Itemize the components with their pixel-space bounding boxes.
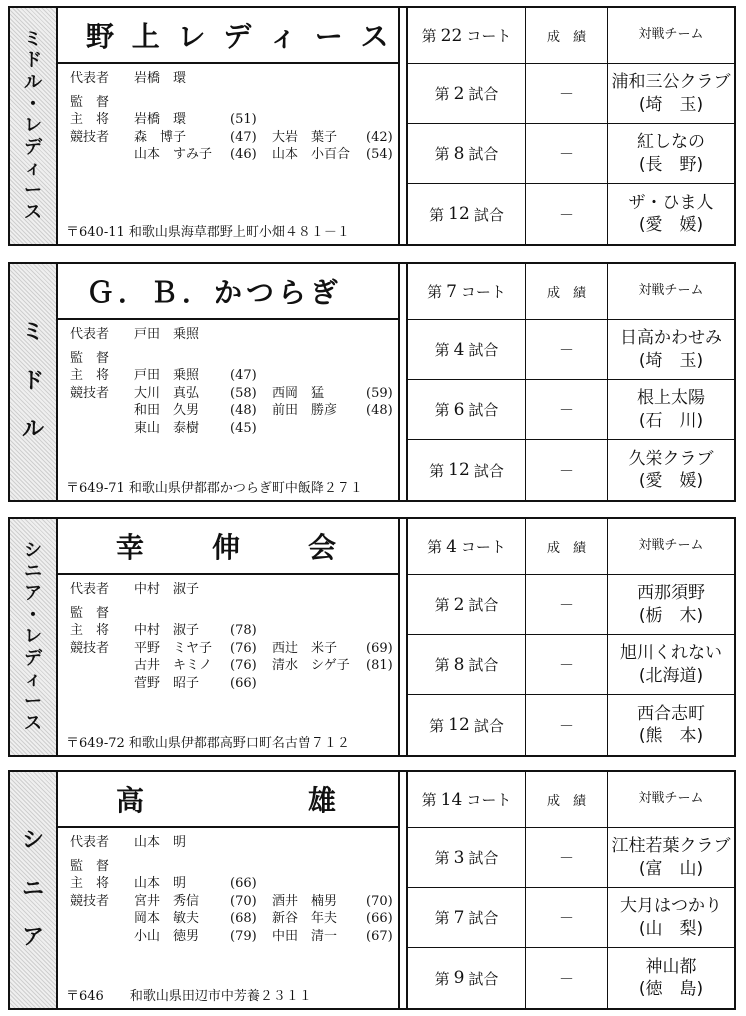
game-suffix: 試合 <box>468 969 499 988</box>
player-age: (66) <box>230 675 257 691</box>
player-age: (66) <box>366 911 393 926</box>
divider <box>398 8 408 244</box>
player-name: 清水 シゲ子 <box>272 658 350 673</box>
representative-row <box>70 581 392 599</box>
court-suffix: コート <box>466 791 512 809</box>
game-value: 6 <box>453 399 465 420</box>
game-result: － <box>526 575 608 634</box>
opponent-prefecture: (愛 媛) <box>638 471 704 491</box>
game-number <box>408 948 526 1008</box>
game-prefix: 第 <box>429 205 445 224</box>
captain-label: 主 将 <box>70 368 110 383</box>
game-number <box>408 64 526 123</box>
game-number <box>408 635 526 694</box>
game-row <box>408 124 734 184</box>
schedule-table <box>408 519 734 755</box>
captain-age: (78) <box>230 623 257 638</box>
game-suffix: 試合 <box>473 716 504 735</box>
player-age: (54) <box>366 147 393 162</box>
player-name: 酒井 楠男 <box>272 893 338 909</box>
game-prefix: 第 <box>434 656 450 674</box>
category-char: シ <box>24 539 42 561</box>
captain-age: (47) <box>230 368 257 383</box>
rep-label: 代表者 <box>70 327 110 342</box>
player-age: (70) <box>230 893 257 909</box>
game-prefix: 第 <box>434 145 450 163</box>
opponent-team <box>608 320 734 379</box>
category-char: ー <box>24 690 42 712</box>
player-name: 大川 真弘 <box>134 385 200 401</box>
captain-row <box>70 111 392 129</box>
captain-name: 戸田 乗照 <box>134 368 200 383</box>
player-row <box>70 657 392 675</box>
game-row <box>408 320 734 380</box>
roster <box>70 326 392 437</box>
game-number <box>408 575 526 634</box>
team-name: 高 雄 <box>56 772 398 828</box>
game-value: 8 <box>453 654 465 675</box>
captain-name: 岩橋 環 <box>134 112 187 127</box>
team-block <box>8 517 736 757</box>
game-suffix: 試合 <box>468 656 499 674</box>
game-result: － <box>526 888 608 947</box>
player-name: 平野 ミヤ子 <box>134 640 213 656</box>
address: 〒646 和歌山県田辺市中芳養２３１１ <box>66 989 312 1004</box>
game-row <box>408 695 734 755</box>
game-suffix: 試合 <box>468 401 499 419</box>
game-prefix: 第 <box>434 849 450 867</box>
category-label <box>10 772 58 1008</box>
category-char: ス <box>24 712 42 734</box>
player-row <box>70 420 392 438</box>
roster <box>70 70 392 164</box>
result-header: 成 績 <box>526 264 608 319</box>
category-char: ミ <box>24 28 42 50</box>
game-number <box>408 440 526 500</box>
captain-row <box>70 875 392 893</box>
category-char: ル <box>24 72 42 94</box>
player-age: (47) <box>230 129 257 145</box>
player-age: (46) <box>230 147 257 162</box>
game-prefix: 第 <box>434 909 450 927</box>
coach-row <box>70 350 392 368</box>
opponent-name: 浦和三公クラブ <box>611 72 731 93</box>
player-age: (69) <box>366 640 393 656</box>
address: 〒649-72 和歌山県伊都郡高野口町名古曽７１２ <box>66 736 350 751</box>
schedule-header <box>408 772 734 828</box>
category-char: ニ <box>21 876 44 902</box>
opponent-name: 大月はつかり <box>620 896 722 917</box>
opponent-team <box>608 695 734 755</box>
roster <box>70 834 392 945</box>
game-suffix: 試合 <box>468 849 499 867</box>
opponent-name: 紅しなの <box>637 132 705 153</box>
game-result: － <box>526 695 608 755</box>
category-char: ア <box>24 583 42 605</box>
court-number <box>408 772 526 827</box>
result-header: 成 績 <box>526 772 608 827</box>
coach-label: 監 督 <box>70 350 110 366</box>
captain-row <box>70 367 392 385</box>
game-value: 2 <box>453 83 465 104</box>
game-suffix: 試合 <box>473 205 504 224</box>
game-prefix: 第 <box>434 596 450 614</box>
coach-row <box>70 858 392 876</box>
coach-label: 監 督 <box>70 858 110 874</box>
rep-label: 代表者 <box>70 582 110 597</box>
player-row <box>70 402 392 420</box>
captain-age: (51) <box>230 112 257 127</box>
category-char: ・ <box>24 604 42 626</box>
player-name: 東山 泰樹 <box>134 420 200 436</box>
schedule-header <box>408 8 734 64</box>
court-value: 7 <box>446 281 457 302</box>
result-header: 成 績 <box>526 519 608 574</box>
category-char: レ <box>24 626 42 648</box>
player-row <box>70 385 392 403</box>
opponent-prefecture: (長 野) <box>638 154 704 175</box>
game-number <box>408 320 526 379</box>
game-value: 12 <box>448 715 470 735</box>
opponent-team <box>608 635 734 694</box>
game-result: － <box>526 828 608 887</box>
rep-name: 戸田 乗照 <box>134 327 200 342</box>
game-result: － <box>526 184 608 244</box>
opponent-team <box>608 380 734 439</box>
rep-label: 代表者 <box>70 835 110 850</box>
opponent-prefecture: (埼 玉) <box>638 94 704 115</box>
game-value: 2 <box>453 594 465 615</box>
player-age: (58) <box>230 385 257 401</box>
player-age: (48) <box>230 403 257 418</box>
schedule-header <box>408 264 734 320</box>
address: 〒649-71 和歌山県伊都郡かつらぎ町中飯降２７１ <box>66 481 363 496</box>
player-age: (68) <box>230 911 257 926</box>
team-name: Ｇ．Ｂ．かつらぎ <box>56 264 398 320</box>
category-label <box>10 8 58 244</box>
player-age: (76) <box>230 658 257 673</box>
opponent-team <box>608 64 734 123</box>
category-char: デ <box>24 136 42 158</box>
schedule-table <box>408 8 734 244</box>
player-name: 岡本 敏夫 <box>134 911 200 926</box>
players-label: 競技者 <box>70 129 110 145</box>
game-row <box>408 184 734 244</box>
category-char: シ <box>21 828 44 854</box>
representative-row <box>70 834 392 852</box>
opponent-prefecture: (北海道) <box>638 665 704 686</box>
roster <box>70 581 392 692</box>
game-result: － <box>526 948 608 1008</box>
game-value: 4 <box>453 339 465 360</box>
court-number <box>408 264 526 319</box>
game-row <box>408 64 734 124</box>
player-name: 大岩 葉子 <box>272 129 338 145</box>
opponent-prefecture: (石 川) <box>638 410 704 431</box>
opponent-team <box>608 888 734 947</box>
players-label: 競技者 <box>70 385 110 401</box>
category-char: ー <box>24 179 42 201</box>
category-char: ミ <box>21 320 44 346</box>
player-name: 菅野 昭子 <box>134 675 200 691</box>
player-age: (42) <box>366 129 393 145</box>
category-label <box>10 519 58 755</box>
team-block <box>8 6 736 246</box>
coach-label: 監 督 <box>70 94 110 110</box>
game-number <box>408 695 526 755</box>
opponent-prefecture: (栃 木) <box>638 605 704 626</box>
divider <box>398 772 408 1008</box>
coach-row <box>70 605 392 623</box>
opponent-prefecture: (埼 玉) <box>638 350 704 371</box>
court-value: 4 <box>446 536 457 557</box>
category-char: ア <box>21 925 44 951</box>
player-age: (45) <box>230 420 257 436</box>
game-value: 12 <box>448 460 470 480</box>
player-age: (59) <box>366 385 393 401</box>
game-prefix: 第 <box>434 341 450 359</box>
game-row <box>408 888 734 948</box>
opponent-team <box>608 184 734 244</box>
player-age: (70) <box>366 893 393 909</box>
court-prefix: 第 <box>421 27 437 45</box>
court-value: 14 <box>440 789 463 810</box>
opponent-header: 対戦チーム <box>638 27 704 43</box>
category-label <box>10 264 58 500</box>
game-prefix: 第 <box>434 85 450 103</box>
game-row <box>408 635 734 695</box>
court-suffix: コート <box>460 538 506 556</box>
player-name: 中田 清一 <box>272 928 338 944</box>
player-row <box>70 640 392 658</box>
team-name: 野 上 レ デ ィ ー ス <box>56 8 398 64</box>
rep-label: 代表者 <box>70 71 110 86</box>
player-age: (67) <box>366 928 393 944</box>
opponent-team <box>608 124 734 183</box>
game-row <box>408 440 734 500</box>
player-name: 和田 久男 <box>134 403 200 418</box>
player-name: 古井 キミノ <box>134 658 213 673</box>
game-result: － <box>526 635 608 694</box>
player-age: (48) <box>366 403 393 418</box>
player-row <box>70 928 392 946</box>
game-suffix: 試合 <box>468 909 499 927</box>
game-row <box>408 575 734 635</box>
player-name: 山本 小百合 <box>272 147 351 162</box>
player-age: (76) <box>230 640 257 656</box>
opponent-prefecture: (熊 本) <box>638 726 704 746</box>
divider <box>398 519 408 755</box>
player-name: 西辻 米子 <box>272 640 338 656</box>
game-number <box>408 828 526 887</box>
game-row <box>408 948 734 1008</box>
opponent-team <box>608 575 734 634</box>
team-name: 幸 伸 会 <box>56 519 398 575</box>
team-info <box>56 519 398 755</box>
game-suffix: 試合 <box>468 85 499 103</box>
opponent-prefecture: (愛 媛) <box>638 215 704 235</box>
rep-name: 山本 明 <box>134 835 187 850</box>
game-suffix: 試合 <box>468 596 499 614</box>
coach-label: 監 督 <box>70 605 110 621</box>
category-char: レ <box>24 115 42 137</box>
representative-row <box>70 326 392 344</box>
captain-name: 山本 明 <box>134 876 187 891</box>
opponent-header: 対戦チーム <box>638 538 704 554</box>
opponent-name: 西那須野 <box>637 583 705 604</box>
player-name: 前田 勝彦 <box>272 403 338 418</box>
opponent-prefecture: (山 梨) <box>638 918 704 939</box>
category-char: ス <box>24 201 42 223</box>
game-value: 12 <box>448 204 470 224</box>
captain-row <box>70 622 392 640</box>
opponent-team <box>608 948 734 1008</box>
opponent-prefecture: (徳 島) <box>638 979 704 999</box>
player-row <box>70 893 392 911</box>
opponent-header: 対戦チーム <box>638 791 704 807</box>
rep-name: 岩橋 環 <box>134 71 187 86</box>
opponent-name: ザ・ひま人 <box>628 192 714 213</box>
game-number <box>408 380 526 439</box>
opponent-name: 根上太陽 <box>637 388 705 409</box>
schedule-header <box>408 519 734 575</box>
game-value: 3 <box>453 847 465 868</box>
court-suffix: コート <box>460 283 506 301</box>
court-prefix: 第 <box>421 791 437 809</box>
category-char: ・ <box>24 93 42 115</box>
divider <box>398 264 408 500</box>
game-prefix: 第 <box>434 969 450 988</box>
game-value: 8 <box>453 143 465 164</box>
game-value: 7 <box>453 907 465 928</box>
opponent-name: 神山都 <box>645 956 697 977</box>
player-name: 山本 すみ子 <box>134 147 213 162</box>
game-prefix: 第 <box>434 401 450 419</box>
rep-name: 中村 淑子 <box>134 582 200 597</box>
players-label: 競技者 <box>70 893 110 909</box>
category-char: ル <box>21 417 44 443</box>
opponent-prefecture: (富 山) <box>638 858 704 879</box>
game-number <box>408 184 526 244</box>
game-row <box>408 828 734 888</box>
coach-row <box>70 94 392 112</box>
player-row <box>70 910 392 928</box>
representative-row <box>70 70 392 88</box>
game-result: － <box>526 64 608 123</box>
court-suffix: コート <box>466 27 512 45</box>
captain-age: (66) <box>230 876 257 891</box>
player-name: 小山 徳男 <box>134 928 200 944</box>
game-result: － <box>526 124 608 183</box>
player-name: 新谷 年夫 <box>272 911 338 926</box>
opponent-header: 対戦チーム <box>638 283 704 299</box>
game-row <box>408 380 734 440</box>
game-suffix: 試合 <box>473 461 504 480</box>
court-number <box>408 519 526 574</box>
player-name: 森 博子 <box>134 129 187 145</box>
court-value: 22 <box>440 25 463 46</box>
category-char: ド <box>21 368 44 394</box>
game-suffix: 試合 <box>468 145 499 163</box>
player-row <box>70 129 392 147</box>
opponent-name: 日高かわせみ <box>620 328 722 349</box>
court-prefix: 第 <box>427 283 443 301</box>
category-char: ド <box>24 50 42 72</box>
schedule-table <box>408 772 734 1008</box>
result-header: 成 績 <box>526 8 608 63</box>
team-block <box>8 770 736 1010</box>
category-char: ニ <box>24 561 42 583</box>
court-number <box>408 8 526 63</box>
address: 〒640-11 和歌山県海草郡野上町小畑４８１－１ <box>66 225 350 240</box>
opponent-name: 西合志町 <box>637 703 705 724</box>
opponent-team <box>608 440 734 500</box>
player-name: 西岡 猛 <box>272 385 325 401</box>
captain-label: 主 将 <box>70 876 110 891</box>
players-label: 競技者 <box>70 640 110 656</box>
team-info <box>56 8 398 244</box>
game-suffix: 試合 <box>468 341 499 359</box>
player-row <box>70 675 392 693</box>
captain-label: 主 将 <box>70 112 110 127</box>
opponent-team <box>608 828 734 887</box>
category-char: デ <box>24 647 42 669</box>
game-result: － <box>526 440 608 500</box>
team-info <box>56 772 398 1008</box>
category-char: ィ <box>24 669 42 691</box>
game-number <box>408 124 526 183</box>
game-result: － <box>526 320 608 379</box>
player-row <box>70 146 392 164</box>
opponent-name: 久栄クラブ <box>628 448 714 469</box>
team-block <box>8 262 736 502</box>
court-prefix: 第 <box>427 538 443 556</box>
game-value: 9 <box>453 968 465 988</box>
opponent-name: 旭川くれない <box>620 643 722 664</box>
game-number <box>408 888 526 947</box>
player-age: (79) <box>230 928 257 944</box>
team-info <box>56 264 398 500</box>
captain-label: 主 将 <box>70 623 110 638</box>
game-prefix: 第 <box>429 716 445 735</box>
player-age: (81) <box>366 658 393 673</box>
captain-name: 中村 淑子 <box>134 623 200 638</box>
schedule-table <box>408 264 734 500</box>
game-prefix: 第 <box>429 461 445 480</box>
player-name: 宮井 秀信 <box>134 893 200 909</box>
opponent-name: 江柱若葉クラブ <box>611 836 731 857</box>
category-char: ィ <box>24 158 42 180</box>
game-result: － <box>526 380 608 439</box>
